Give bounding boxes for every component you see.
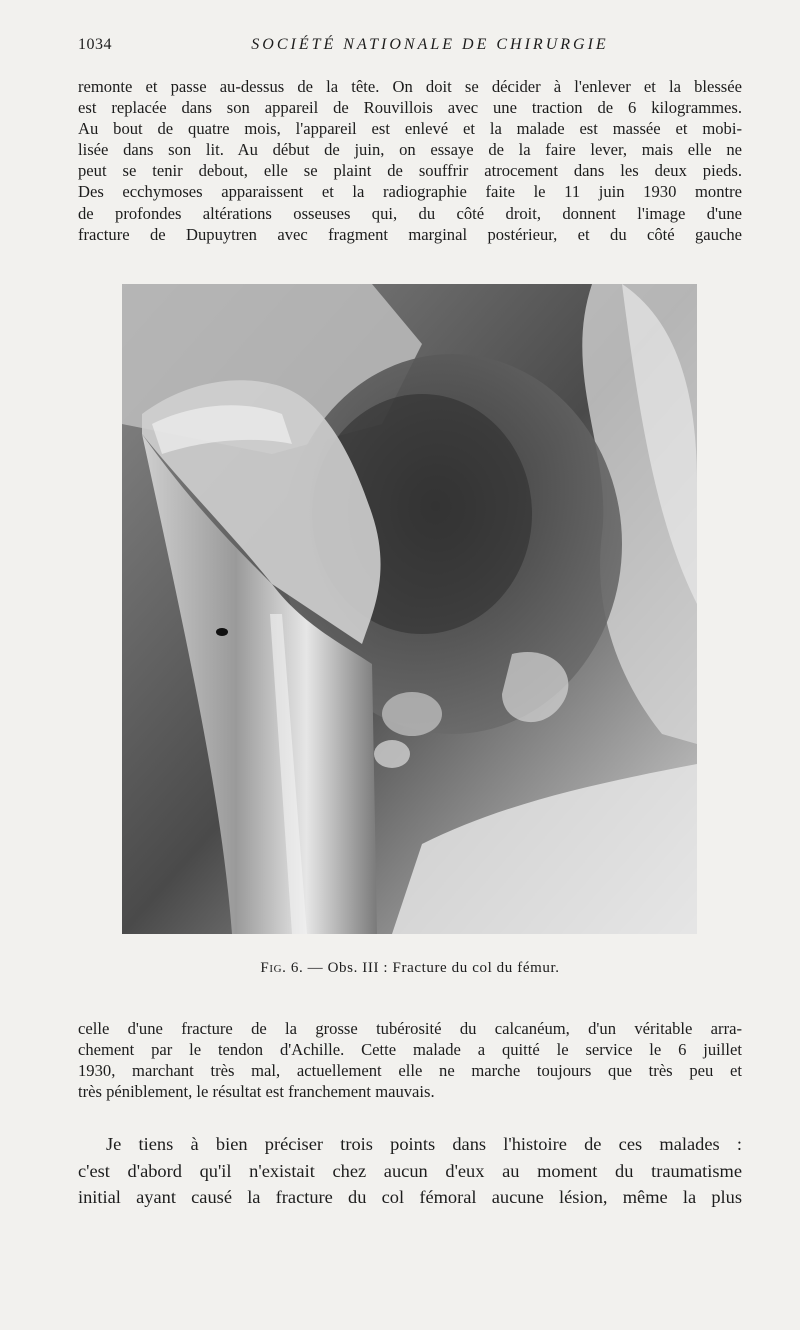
text-line: de profondes altérations osseuses qui, du côté droit, donnent l'image d'une <box>78 203 742 223</box>
figure-caption <box>78 960 742 977</box>
text-line: remonte et passe au-dessus de la tête. On doit se décider à l'enlever et la blessée <box>78 77 742 96</box>
caption-text: — Obs. III : Fracture du col du fémur. <box>303 960 560 976</box>
running-head: SOCIÉTÉ NATIONALE DE CHIRURGIE <box>251 36 609 53</box>
radiograph-figure <box>122 284 697 934</box>
figure-label: Fig. 6. <box>260 960 304 976</box>
text-line: très péniblement, le résultat est franchement mauvais. <box>78 1082 435 1102</box>
text-line: peut se tenir debout, elle se plaint de souffrir atrocement dans les deux pieds. <box>78 161 742 181</box>
paragraph-3 <box>78 1131 742 1211</box>
radiograph-image <box>122 284 697 934</box>
page-number: 1034 <box>78 36 112 53</box>
text-line: lisée dans son lit. Au début de juin, on essaye de la faire lever, mais elle ne <box>78 140 742 160</box>
text-line: 1930, marchant très mal, actuellement elle ne marche toujours que très peu et <box>78 1061 742 1081</box>
paragraph-1 <box>78 76 742 245</box>
text-line: est replacée dans son appareil de Rouvillois avec une traction de 6 kilogrammes. <box>78 98 742 118</box>
text-line: Des ecchymoses apparaissent et la radiographie faite le 11 juin 1930 montre <box>78 182 742 202</box>
text-line: chement par le tendon d'Achille. Cette malade a quitté le service le 6 juillet <box>78 1040 742 1060</box>
text-line: Je tiens à bien préciser trois points dans l'histoire de ces malades : <box>106 1134 742 1154</box>
text-line: Au bout de quatre mois, l'appareil est enlevé et la malade est massée et mobi- <box>78 119 742 139</box>
text-line: fracture de Dupuytren avec fragment marginal postérieur, et du côté gauche <box>78 224 742 244</box>
text-line: initial ayant causé la fracture du col fémoral aucune lésion, même la plus <box>78 1187 742 1207</box>
paragraph-2 <box>78 1018 742 1102</box>
text-line: celle d'une fracture de la grosse tubérosité du calcanéum, d'un véritable arra- <box>78 1019 742 1038</box>
page-header <box>78 36 742 58</box>
text-line: c'est d'abord qu'il n'existait chez aucun d'eux au moment du traumatisme <box>78 1160 742 1181</box>
